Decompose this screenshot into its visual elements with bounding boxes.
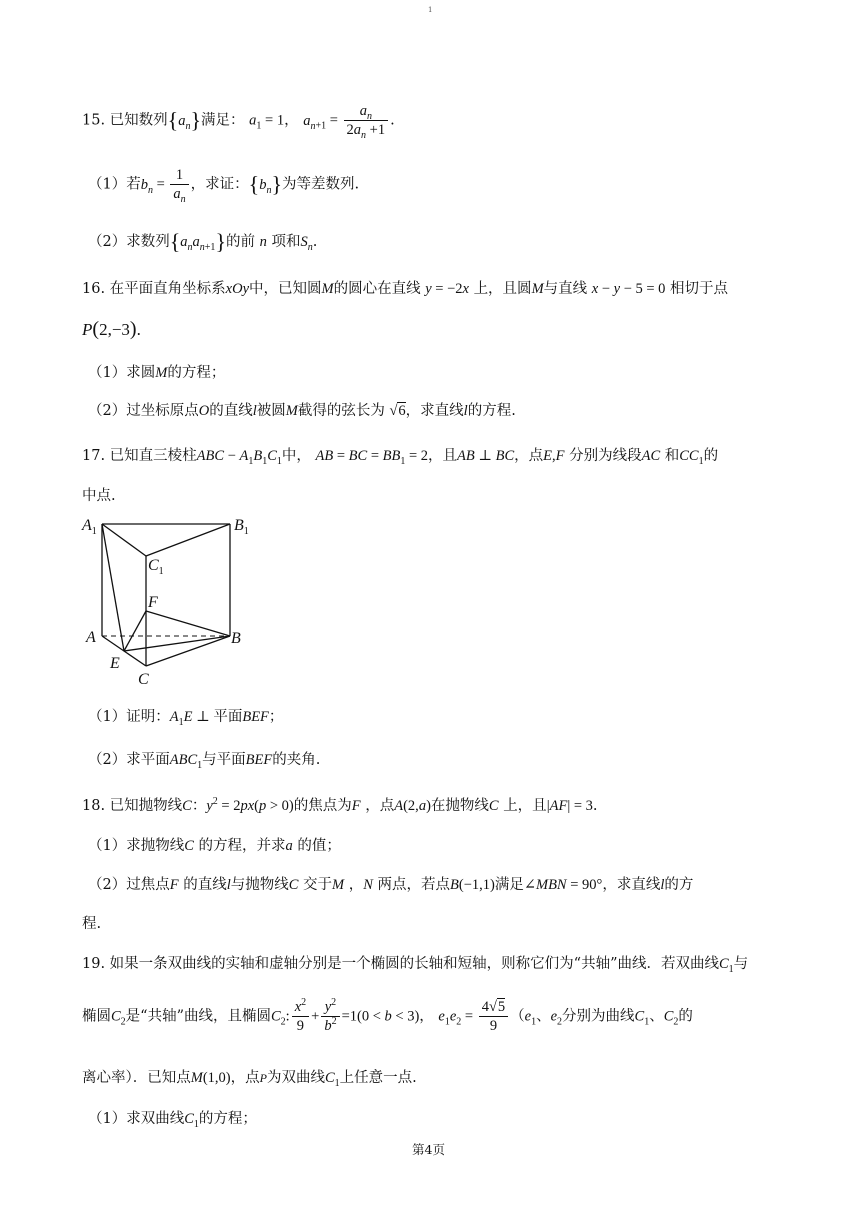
q19-number: 19.	[82, 956, 106, 972]
q19-line3: 离心率）．已知点M(1,0)，点P为双曲线$C_1$上任意一点.	[82, 1070, 417, 1089]
q16-text: 与直线	[543, 281, 588, 297]
q15-text: 已知数列	[109, 112, 168, 129]
q19-text: 椭圆	[82, 1008, 111, 1025]
edge-eb	[124, 636, 230, 651]
q17-text: ；	[268, 709, 284, 725]
q18-part1: （1）求抛物线C 的方程，并求a 的值；	[88, 838, 341, 854]
q18-text: 程.	[82, 916, 102, 932]
q19-text: 如果一条双曲线的实轴和虚轴分别是一个椭圆的长轴和短轴，则称它们为“共轴”曲线．若双曲线	[109, 956, 719, 972]
q17-text: 中，	[281, 448, 311, 464]
edge-c1b1	[146, 524, 230, 556]
edge-cb	[146, 636, 230, 666]
q16-point: P(2,−3).	[82, 318, 141, 340]
q15-line1: 15. 已知数列$\{a_n\}$满足： $a_1 = 1$， $a_{n+1}$ = $\frac{a_n}{2a_n +1}$ .	[82, 103, 395, 141]
q17-line2	[82, 484, 116, 505]
q16-text: 在平面直角坐标系	[109, 281, 226, 297]
q19-line1: 19. 如果一条双曲线的实轴和虚轴分别是一个椭圆的长轴和短轴，则称它们为“共轴”曲线．若双曲线$C_1$与	[82, 956, 749, 975]
q17-part1: （1）证明：$A_1E$ ⊥ 平面BEF；	[88, 709, 284, 728]
q17-text: 中点.	[82, 488, 116, 504]
label-b: B	[231, 630, 241, 647]
q17-number: 17.	[82, 448, 106, 464]
q19-text: 、	[649, 1008, 664, 1025]
label-a1: $A_1$	[82, 517, 97, 537]
label-c: C	[138, 671, 149, 688]
page-top-mark: 1	[428, 6, 433, 14]
q15-part1-label: （1）若	[88, 176, 141, 193]
q18-text: .	[592, 798, 598, 814]
label-a: A	[86, 629, 96, 646]
q16-number: 16.	[82, 281, 106, 297]
q16-text: ，求直线	[405, 403, 464, 419]
q19-line2: 椭圆$C_2$是“共轴”曲线，且椭圆$C_2$: $\frac{x^2}{9}$ + $\frac{y^2}{b^2}$ =1(0 < b < 3)， $e_1e_2$ = $\frac{4√5}{9}$ （$e_1$、$e_2$分别为曲线$C_1$、$C_2$的	[82, 997, 693, 1034]
edge-a1c1	[102, 524, 146, 556]
q17-text: 已知直三棱柱	[109, 448, 197, 464]
q18-text: 在抛物线	[430, 798, 489, 814]
q17-text: 平面	[213, 709, 243, 725]
q19-text: 分别为曲线	[562, 1008, 635, 1025]
q18-text: 的方程，并求	[198, 838, 286, 854]
label-f: F	[148, 594, 158, 611]
q19-text: （1）求双曲线	[88, 1111, 185, 1127]
q16-text: 的直线	[209, 403, 253, 419]
q19-text: ，	[419, 1008, 434, 1025]
label-e: E	[110, 655, 120, 672]
q18-text: ，求直线	[602, 877, 661, 893]
q15-text: ，	[284, 112, 299, 129]
q17-text: ，点	[514, 448, 544, 464]
q17-text: 的夹角.	[272, 752, 321, 768]
q15-part2-label: （2）求数列	[88, 234, 170, 250]
q16-text: 截得的弦长为	[297, 403, 385, 419]
label-c1: $C_1$	[148, 557, 164, 577]
q18-text: 的直线	[183, 877, 227, 893]
q19-text: 为双曲线	[266, 1070, 325, 1086]
q18-line1: 18. 已知抛物线C：$y^2 = 2px(p > 0)$的焦点为F ，点A(2,a)在抛物线C 上，且|AF| = 3.	[82, 796, 598, 814]
q15-text: .	[312, 234, 318, 250]
q19-text: ，点	[230, 1070, 260, 1086]
q15-number: 15.	[82, 112, 106, 129]
q17-text: （1）证明：	[88, 709, 170, 725]
q19-text: 是“共轴”曲线，且椭圆	[125, 1008, 271, 1025]
q18-text: 已知抛物线	[109, 798, 183, 814]
q16-part2: （2）过坐标原点O的直线l被圆M截得的弦长为 √6，求直线l的方程.	[88, 403, 516, 419]
q19-text: 的	[678, 1008, 693, 1025]
q18-text: ，点	[365, 798, 395, 814]
q15-text: ，求证：	[190, 176, 249, 193]
q19-part1: （1）求双曲线$C_1$的方程；	[88, 1111, 257, 1130]
q17-text: ，且	[428, 448, 458, 464]
q19-text: 上任意一点.	[339, 1070, 417, 1086]
q16-text: （1）求圆	[88, 365, 156, 381]
q18-text: ，	[348, 877, 364, 893]
q15-text: 的前	[226, 234, 255, 250]
q16-text: 上，且圆	[473, 281, 532, 297]
q17-text: 和	[664, 448, 680, 464]
q17-text: 的	[703, 448, 719, 464]
q17-line1: 17. 已知直三棱柱ABC − $A_1B_1C_1$中， AB = BC = $BB_1 = 2$，且AB ⊥ BC，点E,F 分别为线段AC 和$CC_1$的	[82, 448, 719, 467]
q16-text: 的方程；	[167, 365, 226, 381]
q19-text: 与	[733, 956, 749, 972]
prism-figure	[78, 512, 258, 690]
q18-text: 的方	[664, 877, 694, 893]
q16-text: （2）过坐标原点	[88, 403, 199, 419]
q17-text: 分别为线段	[569, 448, 642, 464]
q18-text: 交于	[303, 877, 333, 893]
q18-text: 的焦点为	[293, 798, 352, 814]
edge-fb	[146, 611, 230, 636]
q15-part2: （2）求数列$\{a_na_{n+1}\}$的前 n 项和$S_n$.	[88, 229, 318, 254]
label-b1: $B_1$	[234, 517, 249, 537]
q18-text: 的值；	[297, 838, 341, 854]
q16-text: 被圆	[256, 403, 286, 419]
edge-a1e	[102, 524, 124, 651]
q16-text: 的方程.	[467, 403, 516, 419]
q18-part2-cont	[82, 912, 101, 933]
page-number: 第4页	[412, 1142, 445, 1157]
q18-text: （1）求抛物线	[88, 838, 185, 854]
q18-part2: （2）过焦点F 的直线l与抛物线C 交于M ，N 两点，若点B(−1,1)满足∠MBN = 90°，求直线l的方	[88, 877, 694, 893]
q16-text: 的圆心在直线	[333, 281, 421, 297]
q18-text: 上，且	[503, 798, 547, 814]
q17-text: 与平面	[202, 752, 246, 768]
q15-text: 满足：	[201, 112, 245, 129]
q15-part1: （1）若$b_n$ = $\frac{1}{a_n}$ ，求证：$\{b_n\}$为等差数列.	[88, 167, 360, 205]
q15-text: 项和	[271, 234, 301, 250]
q19-text: 的方程；	[198, 1111, 257, 1127]
q15-text: 为等差数列.	[282, 176, 360, 193]
q16-part1: （1）求圆M的方程；	[88, 365, 226, 381]
q19-text: 、	[536, 1008, 551, 1025]
q17-text: （2）求平面	[88, 752, 170, 768]
q18-text: （2）过焦点	[88, 877, 170, 893]
q17-part2: （2）求平面$ABC_1$与平面BEF的夹角.	[88, 752, 321, 771]
edge-ef	[124, 611, 146, 651]
q18-text: 满足	[494, 877, 524, 893]
q18-text: 两点，若点	[377, 877, 450, 893]
q19-text: （	[510, 1008, 525, 1025]
q18-number: 18.	[82, 798, 106, 814]
q16-line1: 16. 在平面直角坐标系xOy中，已知圆M的圆心在直线 y = −2x 上，且圆M与直线 x − y − 5 = 0 相切于点	[82, 281, 729, 297]
q18-text: 与抛物线	[230, 877, 289, 893]
q16-text: 中，已知圆	[249, 281, 322, 297]
q19-text: 离心率）．已知点	[82, 1070, 191, 1086]
q16-text: 相切于点	[670, 281, 729, 297]
